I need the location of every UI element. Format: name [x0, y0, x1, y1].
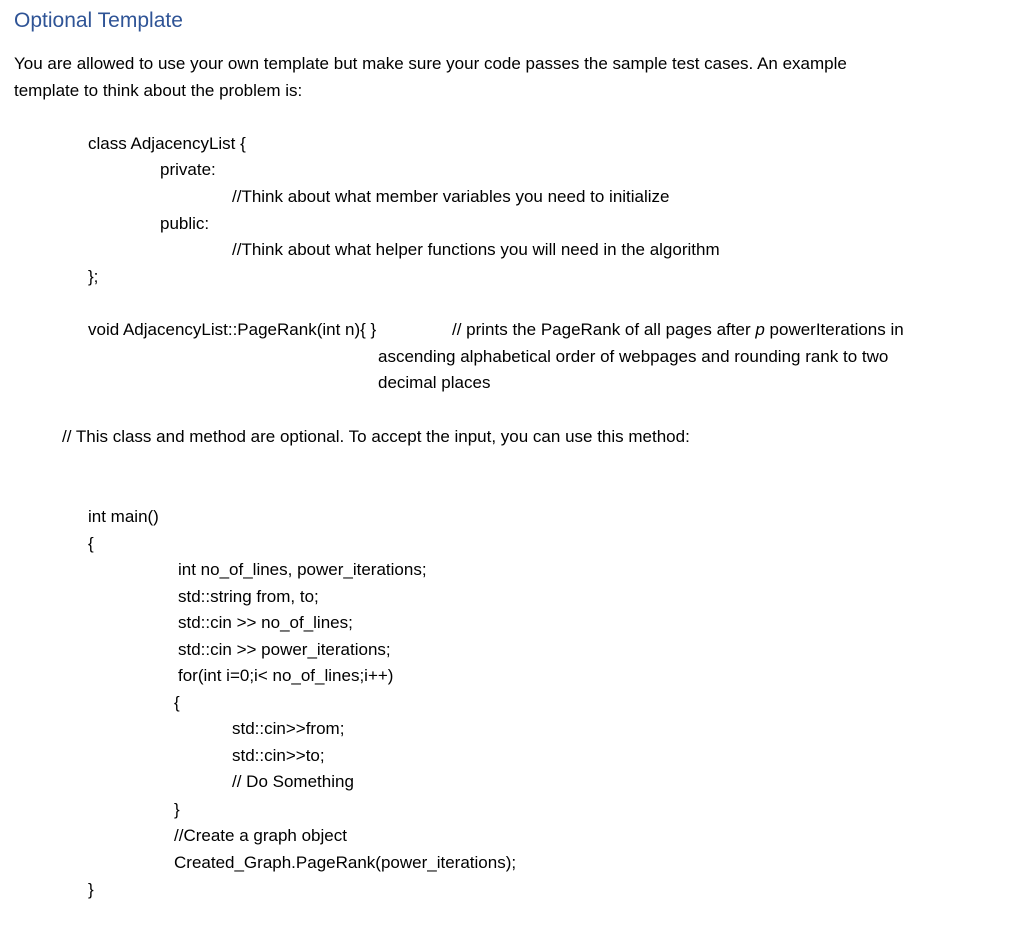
optional-note: // This class and method are optional. To accept the input, you can use this method: [62, 427, 690, 446]
code-line-cin-to: std::cin>>to; [232, 746, 325, 765]
page-title: Optional Template [14, 9, 183, 32]
main-open-brace: { [88, 534, 94, 553]
code-line-create-graph: //Create a graph object [174, 826, 347, 845]
main-signature: int main() [88, 507, 159, 526]
code-line-cin-from: std::cin>>from; [232, 719, 345, 738]
pagerank-comment-line-1 [452, 317, 904, 343]
private-comment: //Think about what member variables you need to initialize [232, 187, 670, 206]
loop-close-brace: } [174, 800, 180, 819]
code-line-declare: int no_of_lines, power_iterations; [178, 560, 427, 579]
class-close: }; [88, 267, 99, 286]
code-line-strings: std::string from, to; [178, 587, 319, 606]
pagerank-comment-line-3: decimal places [378, 373, 491, 392]
code-line-cin-iterations: std::cin >> power_iterations; [178, 640, 391, 659]
pagerank-comment-rest: powerIterations in [764, 320, 904, 339]
code-line-do-something: // Do Something [232, 772, 354, 791]
public-comment: //Think about what helper functions you will need in the algorithm [232, 240, 720, 259]
pagerank-comment-p: p [755, 320, 765, 339]
code-line-pagerank-call: Created_Graph.PageRank(power_iterations); [174, 853, 517, 872]
pagerank-signature: void AdjacencyList::PageRank(int n){ } [88, 320, 377, 339]
private-label: private: [160, 160, 216, 179]
loop-open-brace: { [174, 693, 180, 712]
pagerank-comment-line-2: ascending alphabetical order of webpages and rounding rank to two [378, 347, 889, 366]
class-declaration: class AdjacencyList { [88, 134, 246, 153]
main-close-brace: } [88, 880, 94, 899]
public-label: public: [160, 214, 210, 233]
code-line-cin-lines: std::cin >> no_of_lines; [178, 613, 353, 632]
pagerank-comment-prefix: // prints the PageRank of all pages after [452, 320, 756, 339]
intro-line-1: You are allowed to use your own template but make sure your code passes the sample test cases. An example [14, 54, 847, 73]
code-line-for: for(int i=0;i< no_of_lines;i++) [178, 666, 394, 685]
intro-line-2: template to think about the problem is: [14, 81, 303, 100]
